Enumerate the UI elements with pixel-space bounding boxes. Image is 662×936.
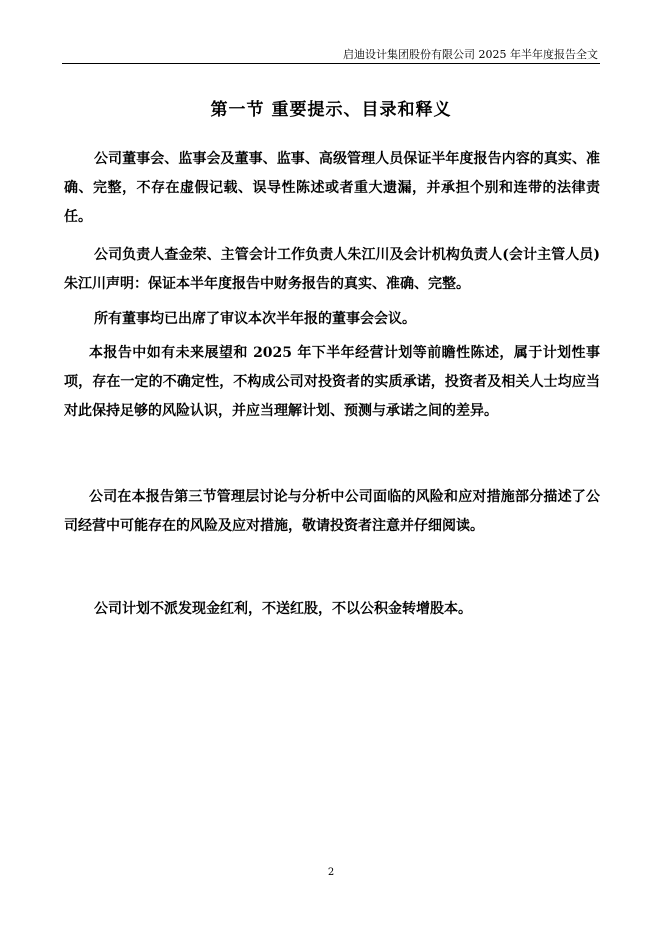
paragraph-risk-notice: 公司在本报告第三节管理层讨论与分析中公司面临的风险和应对措施部分描述了公司经营中可能存在的风险及应对措施，敬请投资者注意并仔细阅读。: [64, 489, 600, 534]
header-divider: [62, 63, 600, 64]
paragraph-forward-looking: 本报告中如有未来展望和 2025 年下半年经营计划等前瞻性陈述，属于计划性事项，存在一定的不确定性，不构成公司对投资者的实质承诺，投资者及相关人士均应当对此保持足够的风险认识，并应当理解计划、预测与承诺之间的差异。: [64, 345, 600, 419]
running-header: 启迪设计集团股份有限公司 2025 年半年度报告全文: [343, 48, 598, 61]
paragraph-board-guarantee: 公司董事会、监事会及董事、监事、高级管理人员保证半年度报告内容的真实、准确、完整，不存在虚假记载、误导性陈述或者重大遗漏，并承担个别和连带的法律责任。: [64, 151, 600, 225]
paragraph-financial-statement: 公司负责人查金荣、主管会计工作负责人朱江川及会计机构负责人(会计主管人员)朱江川声明：保证本半年度报告中财务报告的真实、准确、完整。: [64, 247, 600, 292]
page-number: 2: [327, 867, 335, 878]
paragraph-dividend-plan: 公司计划不派发现金红利，不送红股，不以公积金转增股本。: [94, 601, 472, 617]
paragraph-board-attendance: 所有董事均已出席了审议本次半年报的董事会会议。: [94, 311, 416, 327]
section-title: 第一节 重要提示、目录和释义: [210, 100, 452, 120]
